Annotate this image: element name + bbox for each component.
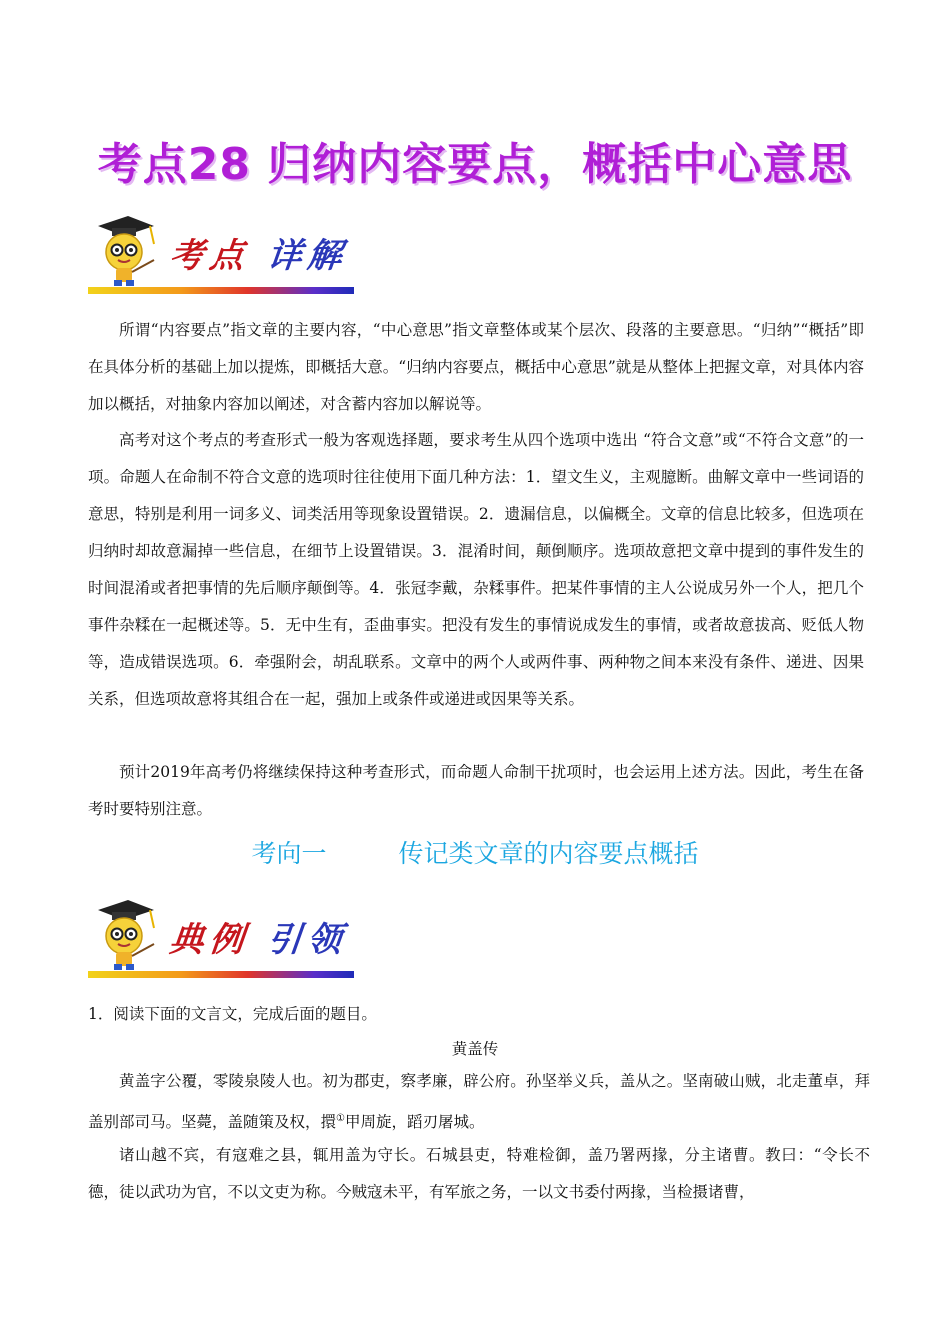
scholar-mascot-icon (84, 896, 164, 972)
passage-paragraph-2: 诸山越不宾，有寇难之县，辄用盖为守长。石城县吏，特难检御，盖乃署两掾，分主诸曹。教曰：“令长不德，徒以武功为官，不以文吏为称。今贼寇未平，有军旅之务，一以文书委付两掾，当检摄诸曹， (88, 1146, 870, 1201)
body-paragraph-2: 高考对这个考点的考查形式一般为客观选择题，要求考生从四个选项中选出 “符合文意”或“不符合文意”的一项。命题人在命制不符合文意的选项时往往使用下面几种方法：1．望文生义，主观臆断。曲解文章中一些词语的意思，特别是利用一词多义、词类活用等现象设置错误。2．遗漏信息，以偏概全。文章的信息比较多，但选项在归纳时却故意漏掉一些信息，在细节上设置错误。3．混淆时间，颠倒顺序。选项故意把文章中提到的事件发生的时间混淆或者把事情的先后顺序颠倒等。4．张冠李戴，杂糅事件。把某件事情的主人公说成另外一个人，把几个事件杂糅在一起概述等。5．无中生有，歪曲事实。把没有发生的事情说成发生的事情，或者故意拔高、贬低人物等，造成错误选项。6．牵强附会，胡乱联系。文章中的两个人或两件事、两种物之间本来没有条件、递进、因果关系，但选项故意将其组合在一起，强加上或条件或递进或因果等关系。 (88, 431, 864, 708)
banner-label-1: 典例 (167, 920, 252, 960)
body-paragraph-1: 所谓“内容要点”指文章的主要内容，“中心意思”指文章整体或某个层次、段落的主要意思。“归纳”“概括”即在具体分析的基础上加以提炼，即概括大意。“归纳内容要点，概括中心意思”就是从整体上把握文章，对具体内容加以概括，对抽象内容加以阐述，对含蓄内容加以解说等。 (88, 321, 864, 413)
section-number: 考向一 (251, 839, 327, 868)
section-title: 传记类文章的内容要点概括 (398, 839, 699, 868)
passage-paragraph-1 (88, 1063, 870, 1141)
section-heading (0, 834, 950, 870)
question-instruction: 1．阅读下面的文言文，完成后面的题目。 (88, 1005, 377, 1023)
body-paragraph-3: 预计2019年高考仍将继续保持这种考查形式，而命题人命制干扰项时，也会运用上述方法。因此，考生在备考时要特别注意。 (88, 763, 864, 818)
section-banner-kaodian (84, 212, 356, 294)
page-title: 考点28 归纳内容要点，概括中心意思 (97, 139, 853, 190)
banner-underline (88, 971, 354, 978)
scholar-mascot-icon (84, 212, 164, 288)
banner-label-1: 考点 (167, 236, 252, 276)
section-banner-dianli (84, 896, 356, 978)
banner-underline (88, 287, 354, 294)
passage-title: 黄盖传 (451, 1040, 499, 1058)
banner-label-2: 详解 (265, 236, 350, 276)
footnote-marker[interactable]: ① (336, 1113, 345, 1124)
banner-label-2: 引领 (265, 920, 350, 960)
passage-text: 甲周旋，蹈刃屠城。 (344, 1113, 485, 1132)
passage-text: 黄盖字公覆，零陵泉陵人也。初为郡吏，察孝廉，辟公府。孙坚举义兵，盖从之。坚南破山贼，北走董卓，拜盖别部司马。坚薨，盖随策及权，擐 (88, 1072, 870, 1132)
